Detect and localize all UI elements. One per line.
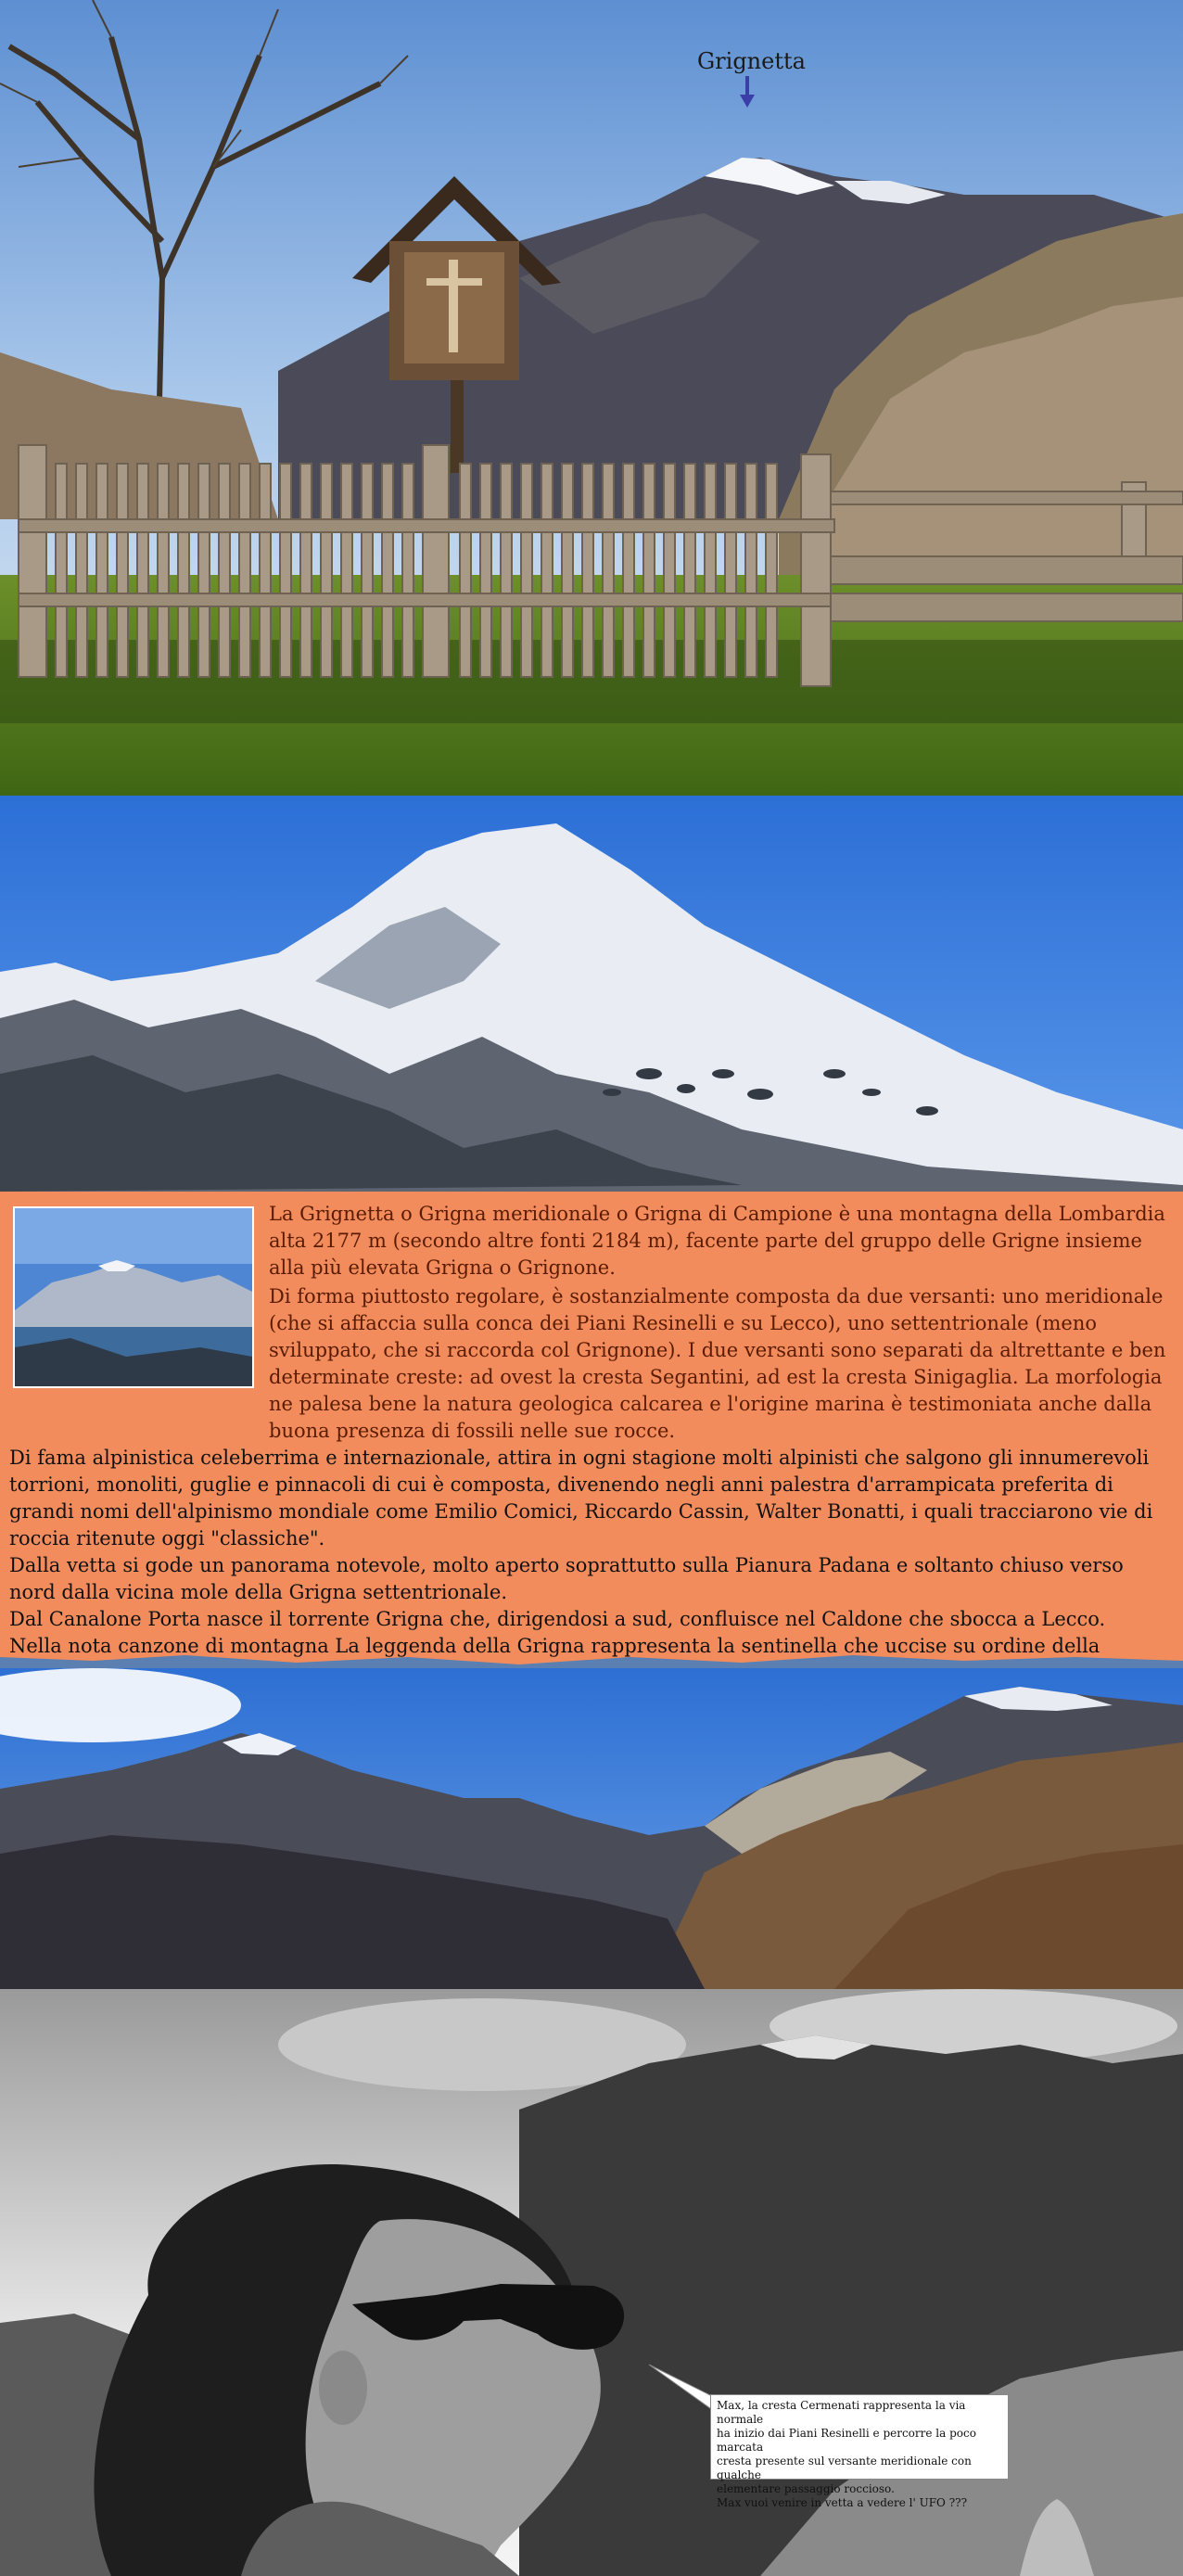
article-text xyxy=(0,1201,1177,1687)
bubble-line: Max, la cresta Cermenati rappresenta la via normale xyxy=(717,2399,966,2426)
bubble-line: elementare passaggio roccioso. xyxy=(717,2482,895,2495)
photo-shrine-fence xyxy=(0,0,1183,796)
photo-portrait-bw xyxy=(0,1989,1183,2576)
bubble-line: ha inizio dai Piani Resinelli e percorre la poco marcata xyxy=(717,2427,976,2454)
description-panel xyxy=(0,1192,1183,1668)
arrow-down-icon xyxy=(740,76,755,108)
paragraph: Dal Canalone Porta nasce il torrente Grigna che, dirigendosi a sud, confluisce nel Caldone che sbocca a Lecco. xyxy=(9,1608,1106,1630)
photo-snowy-peak xyxy=(0,796,1183,1192)
torn-edge xyxy=(0,1651,1183,1668)
bubble-line: Max vuoi venire in vetta a vedere l' UFO ??? xyxy=(717,2496,968,2509)
speech-bubble xyxy=(710,2394,1009,2509)
bubble-line: cresta presente sul versante meridionale con qualche xyxy=(717,2455,972,2481)
paragraph: Di forma piuttosto regolare, è sostanzialmente composta da due versanti: uno meridionale (che si affaccia sulla conca dei Piani Resinelli e su Lecco), uno settentrionale (meno sviluppato, che si raccorda col Grignone). I due versanti sono separati da altrettante e ben determinate creste: ad ovest la cresta Segantini, ad est la cresta Sinigaglia. La morfologia ne palesa bene la natura geologica calcarea e l'origine marina è testimoniata anche dalla buona presenza di fossili nelle sue rocce. xyxy=(269,1285,1166,1442)
photo-valley-panorama xyxy=(0,1668,1183,1989)
peak-label: Grignetta xyxy=(697,48,806,74)
paragraph: La Grignetta o Grigna meridionale o Grigna di Campione è una montagna della Lombardia alta 2177 m (secondo altre fonti 2184 m), facente parte del gruppo delle Grigne insieme alla più elevata Grigna o Grignone. xyxy=(269,1203,1165,1279)
paragraph: Dalla vetta si gode un panorama notevole, molto aperto soprattutto sulla Pianura Padana e soltanto chiuso verso nord dalla vicina mole della Grigna settentrionale. xyxy=(9,1554,1124,1603)
paragraph: Di fama alpinistica celeberrima e internazionale, attira in ogni stagione molti alpinisti che salgono gli innumerevoli torrioni, monoliti, guglie e pinnacoli di cui è composta, divenendo negli anni palestra d'arrampicata preferita di grandi nomi dell'alpinismo mondiale come Emilio Comici, Riccardo Cassin, Walter Bonatti, i quali tracciarono vie di roccia ritenute oggi "classiche". xyxy=(9,1447,1153,1549)
paragraph: Nella nota canzone di montagna La leggenda della Grigna rappresenta la sentinella che uccise su ordine della xyxy=(9,1635,1100,1657)
